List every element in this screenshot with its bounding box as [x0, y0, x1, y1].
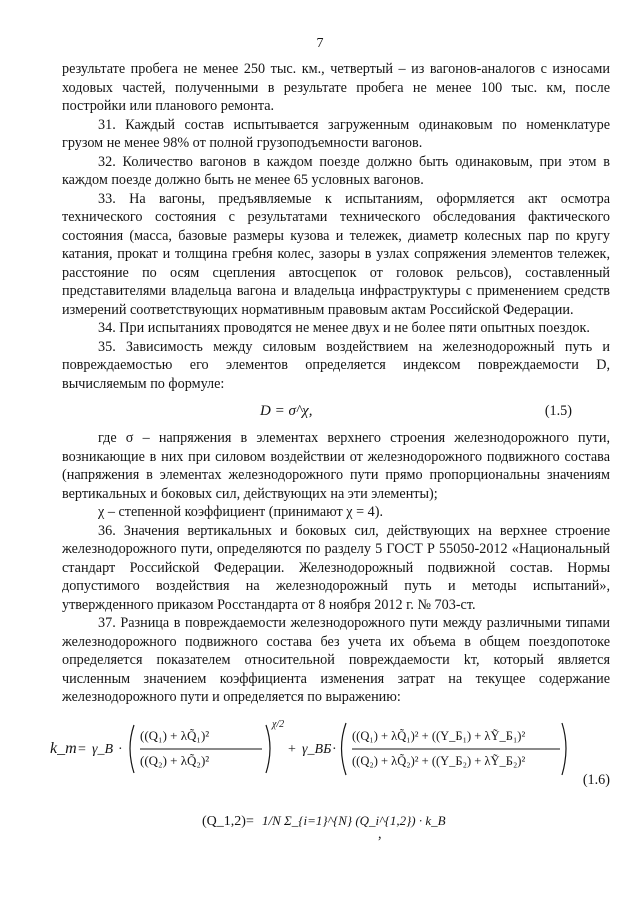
formula-1-5-expression: D = σ^χ,	[260, 403, 313, 419]
formula-trailing-comma: ,	[378, 825, 382, 842]
paragraph-continuation: результате пробега не менее 250 тыс. км., четвертый – из вагонов-аналогов с износами ходовых частей, полученными в результате пробега не менее 100 тыс. км, после постройки или планового ремонта.	[62, 61, 610, 114]
formula-mean-equals: =	[246, 813, 254, 829]
formula-1-6	[50, 715, 610, 851]
paragraph-34: 34. При испытаниях проводятся не менее двух и не более пяти опытных поездок.	[98, 320, 590, 336]
formula-num2: ((Q₁) + λQ̃₁)² + ((Y_Б₁) + λỸ_Б₁)²	[352, 728, 526, 743]
page-number: 7	[316, 36, 324, 51]
paragraph-32: 32. Количество вагонов в каждом поезде должно быть одинаковым, при этом в каждом поезде должно быть не менее 65 условных вагонов.	[62, 153, 610, 188]
formula-mean-rhs: 1/N Σ_{i=1}^{N} (Q_i^{1,2}) · k_В	[262, 812, 446, 828]
formula-lhs-k: k_т	[50, 739, 77, 757]
paragraph-37: 37. Разница в повреждаемости железнодорожного пути между различными типами железнодорожного подвижного состава без учета их объема в общем поездопотоке определяется показателем относительной повреждаемости kт, который является численным значением коэффициента изменения затрат на текущее содержание железнодорожного пути и определяется по выражению:	[62, 615, 610, 705]
formula-equals: =	[78, 741, 86, 757]
formula-plus: +	[288, 741, 296, 757]
formula-dot-2: ·	[332, 741, 337, 757]
paragraph-35: 35. Зависимость между силовым воздействием на железнодорожный путь и повреждаемостью его элементов определяется индексом повреждаемости D, вычисляемым по формуле:	[62, 338, 610, 392]
definition-chi: χ – степенной коэффициент (принимают χ = 4).	[98, 504, 384, 520]
formula-den2: ((Q₂) + λQ̃₂)² + ((Y_Б₂) + λỸ_Б₂)²	[352, 753, 526, 768]
formula-1-6-number: (1.6)	[582, 771, 610, 788]
paragraph-33: 33. На вагоны, предъявляемые к испытаниям, оформляется акт осмотра технического состояния с результатами технического обследования фактического состояния (масса, базовые размеры кузова и тележек, диаметр колесных пар по кругу катания, прокат и толщина гребня колес, зазоры в узлах сопряжения элементов тележек, расстояние по осям сцепления автосцепок от головок рельсов), составленный представителями владельца вагона и владельца инфраструктуры с применением средств измерений соответствующих нормативным правовым актам Российской Федерации.	[62, 190, 610, 318]
paragraph-31: 31. Каждый состав испытывается загруженным одинаковым по номенклатуре грузом не менее 98% от полной грузоподъемности вагонов.	[62, 116, 610, 151]
formula-num1: ((Q₁) + λQ̃₁)²	[140, 727, 210, 743]
formula-dot: ·	[118, 741, 123, 757]
formula-exponent-1: χ/2	[272, 718, 285, 730]
paragraph-36: 36. Значения вертикальных и боковых сил, действующих на верхнее строение железнодорожного пути, определяются по разделу 5 ГОСТ Р 55050-2012 «Национальный стандарт Российской Федерации. Железнодорожный подвижной состав. Нормы допустимого воздействия на железнодорожный путь и методы испытаний», утвержденного приказом Росстандарта от 8 ноября 2012 г. № 703-ст.	[62, 522, 610, 613]
formula-mean-lhs: (Q_1,2)	[202, 813, 246, 829]
formula-den1: ((Q₂) + λQ̃₂)²	[140, 752, 210, 768]
formula-1-5-number: (1.5)	[544, 403, 572, 419]
definition-sigma: где σ – напряжения в элементах верхнего строения железнодорожного пути, возникающие в них при силовом воздействии от железнодорожного подвижного состава (напряжения в элементах железнодорожного пути прямо пропорциональны значениям вертикальных и боковых сил, действующих на эти элементы);	[62, 430, 610, 502]
formula-1-5	[62, 397, 610, 425]
formula-gamma-vb: γ_ВБ	[302, 741, 332, 757]
document-body	[50, 60, 610, 851]
formula-gamma-v: γ_В	[92, 741, 114, 757]
formula-1-6-graphic	[50, 715, 570, 851]
